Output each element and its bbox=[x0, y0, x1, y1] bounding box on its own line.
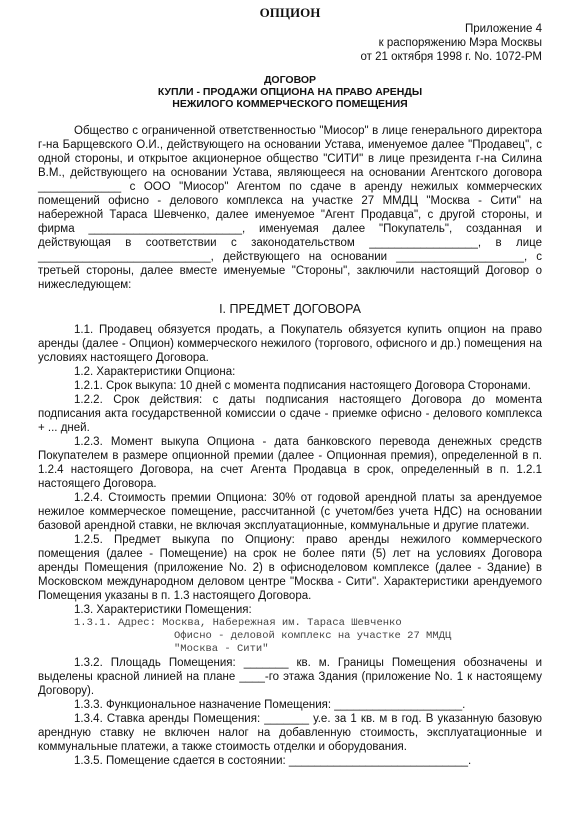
clause-1-2-2: 1.2.2. Срок действия: с даты подписания настоящего Договора до момента подписания акта государственной комиссии о сдаче - приемке офисно - делового комплекса + ... дней. bbox=[38, 394, 542, 434]
preamble-paragraph: Общество с ограниченной ответственностью "Миосор" в лице генерального директора г-на Барщевского О.И., действующего на основании Устава, именуемое далее "Продавец", с одной стороны, и открытое акционерное общество "СИТИ" в лице президента г-на Силина В.М., действующего на основании Устава, являющееся на основании Агентского договора _____________ с ООО "Миосор" Агентом по сдаче в аренду нежилых коммерческих помещений офисно - делового комплекса на участке 27 ММДЦ "Москва - Сити" на набережной Тараса Шевченко, далее именуемое "Агент Продавца", с другой стороны, и фирма ________________________, именуемая далее "Покупатель", созданная и действующая в соответствии с законодательством _________________, в лице ___________________________, действующего на основании ____________________, с третьей стороны, далее вместе именуемые "Стороны", заключили настоящий Договор о нижеследующем: bbox=[38, 125, 542, 291]
clause-1-1: 1.1. Продавец обязуется продать, а Покупатель обязуется купить опцион на право аренды (далее - Опцион) коммерческого нежилого (торгового, офисного и др.) помещения на условиях настоящего Договора. bbox=[38, 324, 542, 364]
address-block bbox=[38, 617, 542, 656]
contract-heading-line: ДОГОВОР bbox=[263, 74, 317, 86]
contract-heading-line: КУПЛИ - ПРОДАЖИ ОПЦИОНА НА ПРАВО АРЕНДЫ bbox=[157, 86, 423, 98]
address-line: 1.3.1. Адрес: Москва, Набережная им. Тараса Шевченко bbox=[74, 617, 402, 629]
clause-1-2-5: 1.2.5. Предмет выкупа по Опциону: право аренды нежилого коммерческого помещения (далее - Помещение) на срок не более пяти (5) лет на условиях Договора аренды Помещения (приложение No. 2) в офисноделовом комплексе (далее - Здание) в Московском международном деловом центре "Москва - Сити". Характеристики арендуемого Помещения указаны в п. 1.3 настоящего Договора. bbox=[38, 534, 542, 602]
document-title: ОПЦИОН bbox=[259, 5, 321, 20]
clause-1-2-1: 1.2.1. Срок выкупа: 10 дней с момента подписания настоящего Договора Сторонами. bbox=[74, 380, 531, 392]
appendix-line: Приложение 4 bbox=[464, 23, 542, 35]
appendix-note bbox=[360, 22, 542, 64]
clause-1-2: 1.2. Характеристики Опциона: bbox=[74, 366, 236, 378]
contract-body bbox=[38, 124, 542, 768]
clause-1-3-5: 1.3.5. Помещение сдается в состоянии: ____________________________. bbox=[74, 755, 472, 767]
clause-1-3-3: 1.3.3. Функциональное назначение Помещения: ____________________. bbox=[74, 699, 466, 711]
clause-1-2-3: 1.2.3. Момент выкупа Опциона - дата банковского перевода денежных средств Покупателем в размере опционной премии (далее - Опционная премия), определенной в п. 1.2.4 настоящего Договора, на счет Агента Продавца в срок, определенный в п. 1.2.1 настоящего Договора. bbox=[38, 436, 542, 490]
appendix-line: к распоряжению Мэра Москвы bbox=[378, 37, 542, 49]
clause-1-2-4: 1.2.4. Стоимость премии Опциона: 30% от годовой арендной платы за арендуемое нежилое коммерческое помещение, рассчитанной (с учетом/без учета НДС) на основании базовой арендной ставки, не включая эксплуатационные, коммунальные и другие платежи. bbox=[38, 492, 542, 532]
contract-heading-line: НЕЖИЛОГО КОММЕРЧЕСКОГО ПОМЕЩЕНИЯ bbox=[172, 98, 408, 110]
section-title: I. ПРЕДМЕТ ДОГОВОРА bbox=[219, 302, 361, 316]
address-line: Офисно - деловой комплекс на участке 27 ММДЦ bbox=[174, 630, 452, 642]
contract-heading bbox=[0, 74, 580, 110]
clause-1-3-2: 1.3.2. Площадь Помещения: _______ кв. м. Границы Помещения обозначены и выделены красной линией на плане ____-го этажа Здания (приложение No. 1 к настоящему Договору). bbox=[38, 657, 542, 697]
appendix-line: от 21 октября 1998 г. No. 1072-РМ bbox=[360, 51, 542, 63]
address-line: "Москва - Сити" bbox=[174, 643, 269, 655]
clause-1-3: 1.3. Характеристики Помещения: bbox=[74, 604, 252, 616]
clause-1-3-4: 1.3.4. Ставка аренды Помещения: _______ у.е. за 1 кв. м в год. В указанную базовую арендную ставку не включен налог на добавленную стоимость, эксплуатационные и коммунальные платежи, а также стоимость отделки и оборудования. bbox=[38, 713, 542, 753]
